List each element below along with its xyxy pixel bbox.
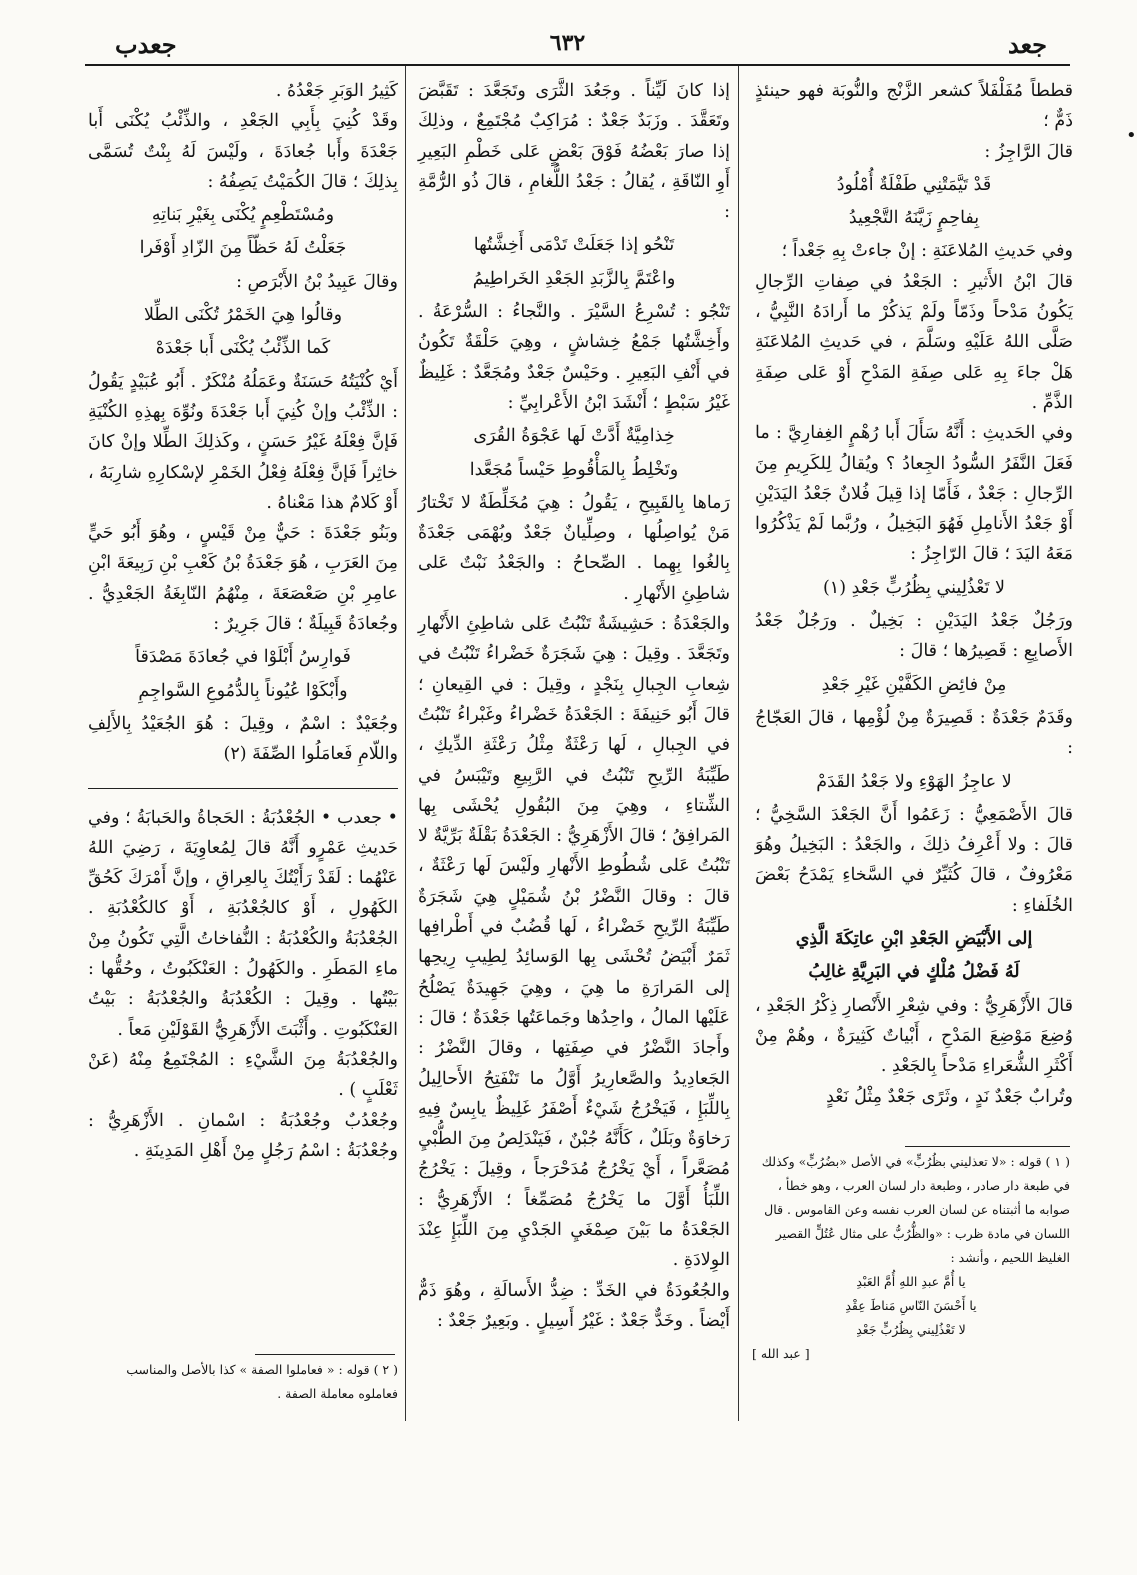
text-paragraph: والجُعْدُبَةُ مِنَ الشَّيْءِ : المُجْتَمِعُ مِنْهُ (عَنْ ثَعْلَبٍ ) . xyxy=(88,1049,398,1101)
text-paragraph: وقالَ عَبِيدُ بْنُ الأَبْرَصِ : xyxy=(236,271,398,292)
verse-line: قَدْ تَيَّمَتْنِي طَفْلَةٌ أُمْلُودُ xyxy=(836,174,992,195)
column-right xyxy=(755,76,1073,1112)
footnotes-right xyxy=(752,1150,1070,1366)
entry-jaadab: • جعدب • الجُعْدُبَةُ : الحَجاةُ والحَبابَةُ ؛ وفي حَديثِ عَمْرٍو أَنَّهُ قالَ لِمُعاوِيَةَ ، رَضِيَ اللهُ عَنْهُما : لَقَدْ رَأَيْتُكَ بِالعِراقِ ، وإنَّ أَمْرَكَ كَحُقِّ الكَهُولِ ، أَوْ كالجُعْدُبَةِ ، أَوْ كالكُعْدُبَةِ . الجُعْدُبَةُ والكُعْدُبَةُ : النُّفاخاتُ الَّتِي تَكُونُ مِنْ ماءِ المَطَرِ . والكَهُولُ : العَنْكَبُوتُ ، وحُقُّها : بَيْتُها . وقِيلَ : الكُعْدُبَةُ والجُعْدُبَةُ : بَيْتُ العَنْكَبُوتِ . وأَثْبَتَ الأَزْهَرِيُّ القَوْلَيْنِ مَعاً . xyxy=(88,807,398,1040)
footnote-verse: لا تَعْذُلِيني بِظُرُبٍّ جَعْدِ xyxy=(856,1322,966,1337)
footnote-verse: يا أُمَّ عبدِ اللهِ أُمَّ العَبْدِ xyxy=(856,1274,966,1289)
verse-line: وتَخْلِطُ بِالمَأْقُوطِ حَيْساً مُجَعَّدا xyxy=(469,459,679,480)
page-number: ٦٣٢ xyxy=(549,30,586,56)
verse-line: كَما الذِّئْبُ يُكْنَى أَبا جَعْدَهْ xyxy=(155,338,331,359)
entry-separator xyxy=(88,788,398,789)
verse-line: واعْتَمَّ بِالزَّبَدِ الجَعْدِ الخَراطِيمُ xyxy=(472,268,676,289)
footnote-signature: [ عبد الله ] xyxy=(752,1346,810,1361)
footnote-rule-right xyxy=(905,1146,1070,1147)
verse-line: فَوارِسُ أَبْلَوْا في جُعادَةَ مَصْدَقاً xyxy=(135,647,351,668)
verse-line: خِذامِيَّةٌ أَدَّتْ لَها عَجْوَةُ القُرَى xyxy=(473,426,675,447)
header-right-word: جعد xyxy=(1007,30,1047,59)
verse-line: وقالُوا هِيَ الخَمْرُ تُكْنَى الطِّلا xyxy=(143,305,343,326)
text-paragraph: كَثِيرُ الوَبَرِ جَعْدُهُ . xyxy=(275,81,398,101)
verse-line: تَنْحُو إذا جَعَلَتْ تَدْمَى أَخِشَّتُها xyxy=(473,235,675,256)
header-left-word: جعدب xyxy=(115,30,177,59)
footnote-rule-left xyxy=(255,1354,395,1355)
text-paragraph: أَيْ كُنْيَتُهُ حَسَنَةٌ وعَمَلُهُ مُنْكَرٌ . أَبُو عُبَيْدٍ يَقُولُ : الذِّئْبُ وإنْ كُنِيَ أَبا جَعْدَةَ ونُوِّهَ بِهذِهِ الكُنْيَةِ فَإنَّ فِعْلَهُ غَيْرُ حَسَنٍ ، وكَذلِكَ الطِّلا وإنْ كانَ خاثِراً فَإنَّ فِعْلَهُ فِعْلُ الخَمْرِ لإسْكارِهِ شارِبَهُ ، أَوْ كَلامٌ هذا مَعْناهُ . xyxy=(88,371,398,513)
column-divider-left xyxy=(405,66,406,1421)
verse-line: جَعَلْتُ لَهُ حَظّاً مِنَ الزّادِ أَوْفَرا xyxy=(139,238,347,259)
margin-mark: • xyxy=(1126,125,1137,146)
verse-line: وأَبْكَوْا عُيُوناً بِالدُّمُوعِ السَّواجِمِ xyxy=(138,680,348,701)
verse-line: مِنْ فائِضِ الكَفَّيْنِ غَيْرِ جَعْدِ xyxy=(821,674,1007,695)
verse-line: بِفاحِمٍ زَيَّنَهُ التَّجْعِيدُ xyxy=(848,208,980,229)
text-paragraph: تَنْجُو : تُسْرِعُ السَّيْرَ . والنَّجاءُ : السُّرْعَةُ . وأَخِشَّتُها جَمْعُ خِشاشٍ ، وهِيَ حَلْقَةٌ تَكُونُ في أَنْفِ البَعِيرِ . وحَيْسٌ جَعْدٌ ومُجَعَّدٌ : غَلِيظٌ غَيْرُ سَبْطٍ ؛ أَنْشَدَ ابْنُ الأَعْرابِيِّ : xyxy=(418,302,730,413)
column-middle xyxy=(418,76,730,1336)
text-paragraph: قالَ الأَصْمَعِيُّ : زَعَمُوا أَنَّ الجَعْدَ السَّخِيُّ ؛ قالَ : ولا أَعْرِفُ ذلِكَ ، والجَعْدُ : البَخِيلُ وهُوَ مَعْرُوفٌ ، قالَ كُثَيِّرٌ في السَّخاءِ يَمْدَحُ بَعْضَ الخُلَفاءِ : xyxy=(755,804,1073,916)
verse-line: إلى الأَبْيَضِ الجَعْدِ ابْنِ عاتِكَةَ الَّذِي xyxy=(795,929,1033,950)
text-paragraph: وقَدَمٌ جَعْدَةٌ : قَصِيرَةٌ مِنْ لُؤْمِها ، قالَ العَجّاجُ : xyxy=(755,707,1073,759)
verse-line: ومُسْتَطْعِمٍ يُكْنَى بِغَيْرِ بَناتِهِ xyxy=(151,205,335,226)
text-paragraph: والجُعُودَةُ في الخَدِّ : ضِدُّ الأَسالَةِ ، وهُوَ ذَمٌّ أَيْضاً . وخَدٌّ جَعْدٌ : غَيْرُ أَسِيلٍ . وبَعِيرٌ جَعْدٌ : xyxy=(418,1280,730,1331)
text-paragraph: والجَعْدَةُ : حَشِيشَةٌ تَنْبُتُ عَلى شاطِئِ الأَنْهارِ وتَجَعَّدَ . وقِيلَ : هِيَ شَجَرَةٌ خَضْراءُ تَنْبُتُ في شِعابِ الجِبالِ بِنَجْدٍ ، وقِيلَ : في القِيعانِ ؛ قالَ أَبُو حَنِيفَةَ : الجَعْدَةُ خَضْراءُ وغَبْراءُ تَنْبُتُ في الجِبالِ ، لَها رَعْثَةٌ مِثْلُ رَعْثَةِ الدِّيكِ ، طَيِّبَةُ الرِّيحِ تَنْبُتُ في الرَّبِيعِ وتَيْبَسُ في الشِّتاءِ ، وهِيَ مِنَ البُقُولِ يُحْشَى بِها المَرافِقُ ؛ قالَ الأَزْهَرِيُّ : الجَعْدَةُ بَقْلَةٌ بَرِّيَّةٌ لا تَنْبُتُ عَلى شُطُوطِ الأَنْهارِ ولَيْسَ لَها رَعْثَةٌ ، قالَ : وقالَ النَّضْرُ بْنُ شُمَيْلٍ هِيَ شَجَرَةٌ طَيِّبَةُ الرِّيحِ خَضْراءُ ، لَها قُضُبٌ في أَطْرافِها ثَمَرٌ أَبْيَضُ تُحْشَى بِها الوَسائِدُ لِطِيبِ رِيحِها إلى المَرارَةِ ما هِيَ ، وهِيَ جَهِيدَةٌ يَصْلُحُ عَلَيْها المالُ ، واحِدُها وجَماعَتُها جَعْدَةٌ ؛ قالَ : وأَجادَ النَّضْرُ في صِفَتِها ، وقالَ النَّضْرُ : الجَعادِيدُ والصَّعارِيرُ أَوَّلُ ما تَنْفَتِحُ الأَحالِيلُ بِاللِّبَإِ ، فَيَخْرُجُ شَيْءٌ أَصْفَرُ غَلِيظٌ يابِسٌ فِيهِ رَخاوَةٌ وبَلَلٌ ، كَأَنَّهُ جُبْنٌ ، فَيَنْدَلِصُ مِنَ الطُّبْيِ مُصَعَّراً ، أَيْ يَخْرُجُ مُدَحْرَجاً ، وقِيلَ : يَخْرُجُ اللِّبَأُ أَوَّلَ ما يَخْرُجُ مُصَمِّغاً ؛ الأَزْهَرِيُّ : الجَعْدَةُ ما بَيْنَ صِمْغَيِ الجَدْيِ مِنَ اللِّبَإِ عِنْدَ الوِلادَةِ . xyxy=(418,614,730,1271)
text-paragraph: ورَجُلٌ جَعْدُ اليَدَيْنِ : بَخِيلٌ . ورَجُلٌ جَعْدُ الأَصابِعِ : قَصِيرُها ؛ قالَ : xyxy=(755,611,1073,662)
text-paragraph: قططاً مُفَلْفَلاً كشعر الزَّنْج والنُّوبَة فهو حينئذٍ ذَمٌّ ؛ xyxy=(755,81,1073,132)
text-paragraph: وفي حَديثِ المُلاعَنَةِ : إنْ جاءتْ بِهِ جَعْداً ؛ xyxy=(781,241,1073,262)
column-divider-right xyxy=(738,66,739,1421)
text-paragraph: إذا كانَ لَيِّناً . وجَعُدَ الثَّرَى وتَجَعَّدَ : تَقَبَّضَ وتَعَقَّدَ . وزَبَدٌ جَعْدٌ : مُرَاكِبٌ مُجْتَمِعٌ ، وذلِكَ إذا صارَ بَعْضُهُ فَوْقَ بَعْضٍ عَلى خَطْمِ البَعِيرِ أَوِ النّاقَةِ ، يُقالُ : جَعْدُ اللُّغامِ ، قالَ ذُو الرُّمَّةِ : xyxy=(418,81,730,223)
text-paragraph: قالَ الرَّاجِزُ : xyxy=(984,141,1073,162)
footnote-2: ( ٢ ) قوله : « فعاملوا الصفة » كذا بالأصل والمناسب فعاملوه معاملة الصفة . xyxy=(126,1362,398,1401)
verse-line: لَهُ فَضْلُ مُلْكٍ في البَرِيَّةِ غالِبُ xyxy=(808,962,1020,983)
footnote-1: ( ١ ) قوله : «لا تعذليني بظُرُبٍّ» في الأصل «بضُرُبٍّ» وكذلك في طبعة دار صادر ، وطبعة دار لسان العرب ، وهو خطأ ، صوابه ما أثبتناه عن لسان العرب نفسه وعن القاموس . قال اللسان في مادة ظرب : «والظُّرُبُّ على مثال عُتُلٍّ القصير الغليظ اللحيم ، وأنشد : xyxy=(761,1154,1070,1265)
header-rule xyxy=(85,64,1070,66)
text-paragraph: وتُرابٌ جَعْدٌ نَدٍ ، وثَرًى جَعْدٌ مِثْلُ نَعْدٍ xyxy=(826,1086,1073,1107)
text-paragraph: وجُعْدُبٌ وجُعْدُبَةُ : اسْمانِ . الأَزْهَرِيُّ : وجُعْدُبَةُ : اسْمُ رَجُلٍ مِنْ أَهْلِ المَدِينَةِ . xyxy=(88,1110,398,1161)
text-paragraph: وقَدْ كُنِيَ بِأَبِي الجَعْدِ ، والذِّئْبُ يُكْنَى أَبا جَعْدَةَ وأَبا جُعادَةَ ، ولَيْسَ لَهُ بِنْتٌ تُسَمَّى بِذلِكَ ؛ قالَ الكُمَيْتُ يَصِفُهُ : xyxy=(88,111,398,192)
text-paragraph: وجُعَيْدٌ : اسْمٌ ، وقِيلَ : هُوَ الجُعَيْدُ بِالأَلِفِ واللّامِ فَعامَلُوا الصِّفَةَ (٢) xyxy=(88,713,398,765)
text-paragraph: قالَ ابْنُ الأَثيرِ : الجَعْدُ في صِفاتِ الرِّجالِ يَكُونُ مَدْحاً وذَمّاً ولَمْ يَذكُرْ ما أَرادَهُ النَّبِيُّ ، صَلَّى اللهُ عَلَيْهِ وسَلَّمَ ، في حَديثِ المُلاعَنَةِ هَلْ جاءَ بِهِ عَلى صِفَةِ المَدْحِ أَوْ عَلى صِفَةِ الذَّمِّ . xyxy=(755,271,1073,413)
text-paragraph: وفي الحَديثِ : أَنَّهُ سَأَلَ أَبا رُهْمٍ الغِفارِيَّ : ما فَعَلَ النَّفَرُ السُّودُ الجِعادُ ؟ ويُقالُ لِلكَرِيمِ مِنَ الرِّجالِ : جَعْدٌ ، فَأَمّا إذا قِيلَ فُلانٌ جَعْدُ اليَدَيْنِ أَوْ جَعْدُ الأَنامِلِ فَهُوَ البَخِيلُ ، ورُبَّما لَمْ يَذْكُرُوا مَعَهُ اليَدَ ؛ قالَ الرّاجِزُ : xyxy=(755,423,1073,565)
text-paragraph: رَماها بِالقَبِيحِ ، يَقُولُ : هِيَ مُخَلِّطَةٌ لا تَخْتارُ مَنْ يُواصِلُها ، وصِلِّيانٌ جَعْدٌ وبُهْمَى جَعْدَةٌ بِالغُوا بِهِما . الصِّحاحُ : والجَعْدُ نَبْتٌ عَلى شاطِئِ الأَنْهارِ . xyxy=(418,492,730,604)
footnote-verse: يا أَحْسَنَ النّاسِ مَناطَ عِقْدِ xyxy=(845,1298,977,1313)
column-left xyxy=(88,76,398,1166)
verse-line: لا عاجِزُ الهَوْءِ ولا جَعْدُ القَدَمْ xyxy=(816,771,1012,792)
text-paragraph: وبَنُو جَعْدَةَ : حَيٌّ مِنْ قَيْسٍ ، وهُوَ أَبُو حَيٍّ مِنَ العَرَبِ ، هُوَ جَعْدَةُ بْنُ كَعْبِ بْنِ رَبِيعَةَ ابْنِ عامِرِ بْنِ صَعْصَعَةَ ، مِنْهُمُ النّابِغَةُ الجَعْدِيُّ . وجُعادَةُ قَبِيلَةٌ ؛ قالَ جَرِيرٌ : xyxy=(88,523,398,635)
text-paragraph: قالَ الأَزْهَرِيُّ : وفي شِعْرِ الأَنْصارِ ذِكْرُ الجَعْدِ ، وُضِعَ مَوْضِعَ المَدْحِ ، أَبْياتٌ كَثِيرَةٌ ، وهُمْ مِنْ أَكْثَرِ الشُّعَراءِ مَدْحاً بِالجَعْدِ . xyxy=(755,995,1073,1077)
verse-line: لا تَعْذُلِيني بِظُرُبٍّ جَعْدِ (١) xyxy=(822,577,1006,598)
footnotes-left xyxy=(88,1358,398,1406)
